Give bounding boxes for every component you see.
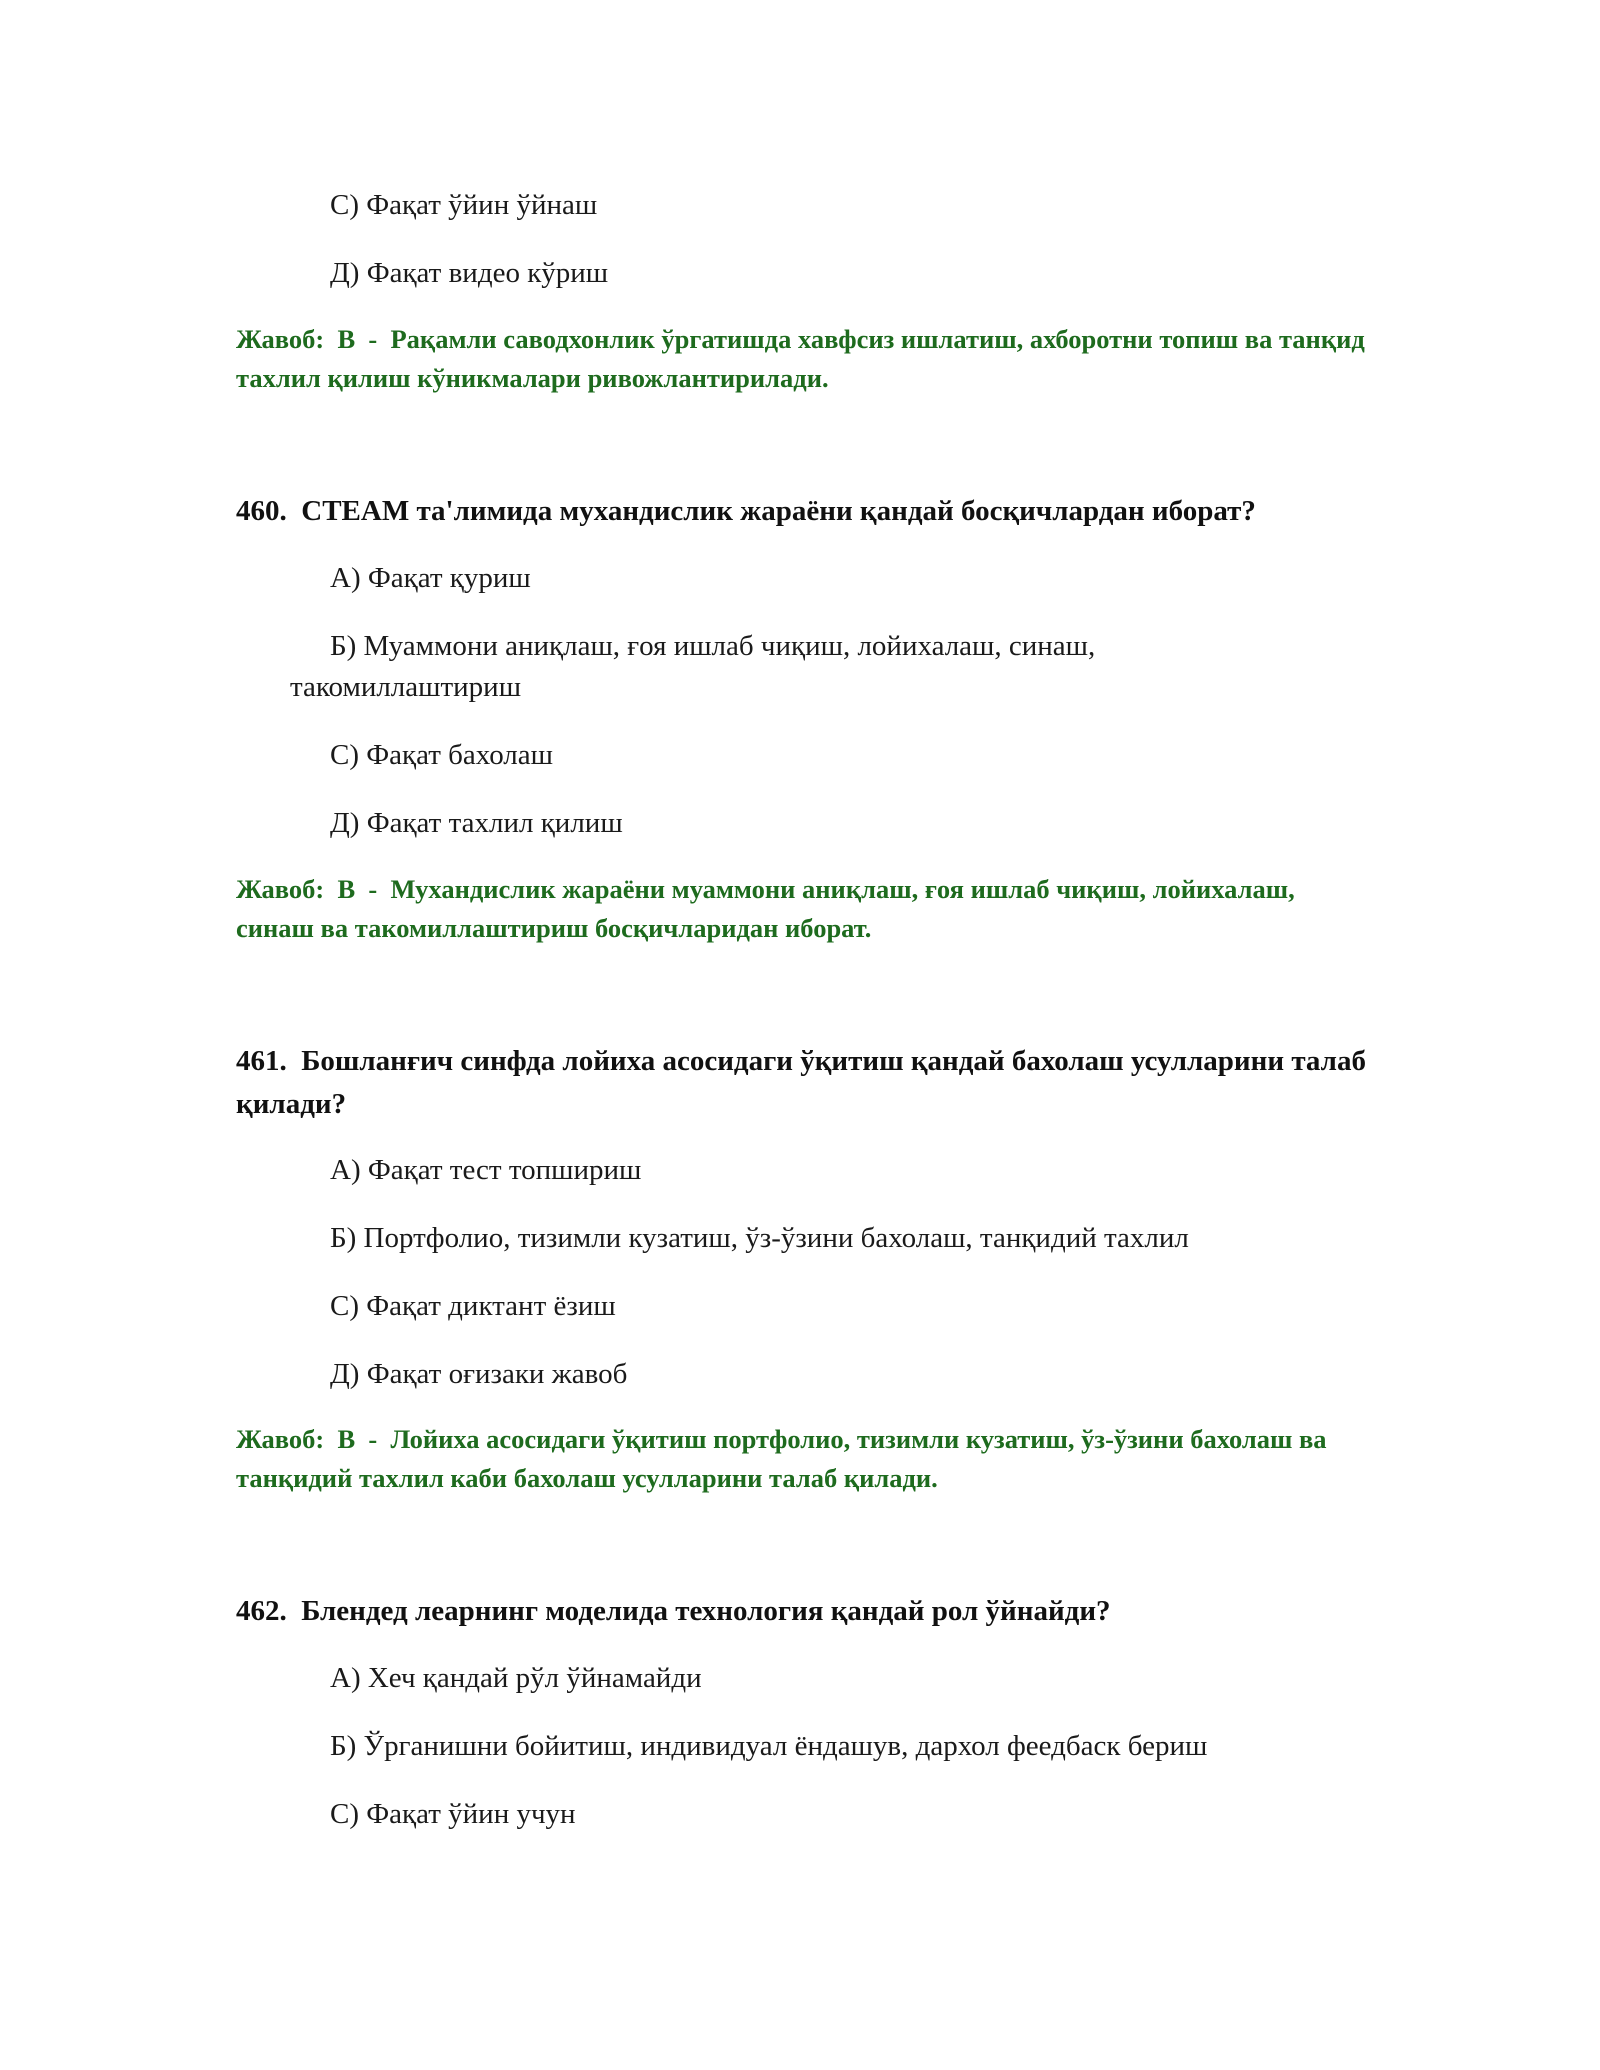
question-460 (236, 490, 1376, 533)
answer-label: Жавоб: В - (236, 324, 391, 354)
answer-label: Жавоб: В - (236, 1424, 391, 1454)
answer-block (236, 1420, 1366, 1498)
question-number: 461. (236, 1045, 302, 1077)
option-d: Д) Фақат видео кўриш (330, 257, 609, 289)
option-b: Б) Ўрганишни бойитиш, индивидуал ёндашув, дархол феедбаск бериш (330, 1730, 1208, 1762)
answer-block (236, 320, 1366, 398)
answer-label: Жавоб: В - (236, 874, 391, 904)
question-number: 462. (236, 1595, 302, 1627)
option-c: С) Фақат бахолаш (330, 739, 553, 771)
question-number: 460. (236, 495, 302, 527)
answer-block (236, 870, 1366, 948)
option-b: Б) Муаммони аниқлаш, ғоя ишлаб чиқиш, лойихалаш, синаш, такомиллаштириш (290, 630, 1096, 703)
option-d: Д) Фақат оғизаки жавоб (330, 1358, 628, 1390)
answer-explanation: Мухандислик жараёни муаммони аниқлаш, ғоя ишлаб чиқиш, лойихалаш, синаш ва такомиллаштириш босқичларидан иборат. (236, 874, 1295, 943)
option-a: А) Хеч қандай рўл ўйнамайди (330, 1662, 702, 1694)
question-text: СТЕАМ та'лимида мухандислик жараёни қандай босқичлардан иборат? (301, 495, 1256, 527)
option-b: Б) Портфолио, тизимли кузатиш, ўз-ўзини бахолаш, танқидий тахлил (330, 1222, 1189, 1254)
option-d: Д) Фақат тахлил қилиш (330, 807, 623, 839)
option-c: С) Фақат ўйин учун (330, 1798, 576, 1830)
question-text: Блендед леарнинг моделида технология қандай рол ўйнайди? (301, 1595, 1111, 1627)
option-a: А) Фақат қуриш (330, 562, 531, 594)
question-461 (236, 1040, 1376, 1126)
answer-explanation: Рақамли саводхонлик ўргатишда хавфсиз ишлатиш, ахборотни топиш ва танқид тахлил қилиш кўникмалари ривожлантирилади. (236, 324, 1365, 393)
option-c: С) Фақат ўйин ўйнаш (330, 189, 598, 221)
option-a: А) Фақат тест топшириш (330, 1154, 642, 1186)
option-c: С) Фақат диктант ёзиш (330, 1290, 616, 1322)
question-text: Бошланғич синфда лойиха асосидаги ўқитиш қандай бахолаш усулларини талаб қилади? (236, 1045, 1366, 1120)
answer-explanation: Лойиха асосидаги ўқитиш портфолио, тизимли кузатиш, ўз-ўзини бахолаш ва танқидий тахлил каби бахолаш усулларини талаб қилади. (236, 1424, 1327, 1493)
question-462 (236, 1590, 1376, 1633)
